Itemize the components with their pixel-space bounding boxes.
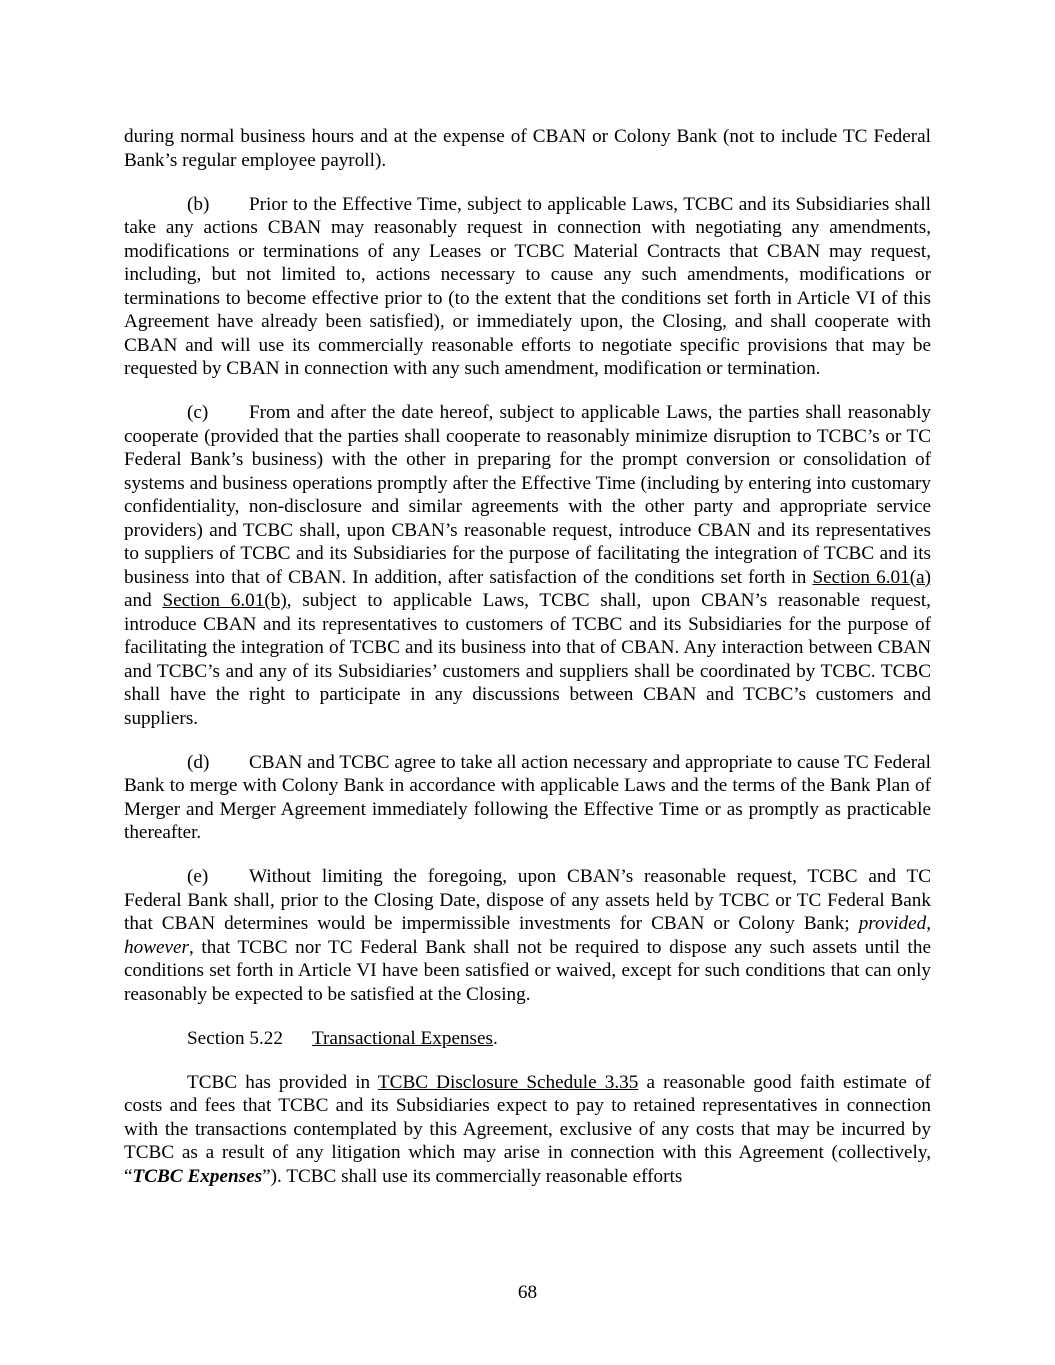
section-6-01b-reference: Section 6.01(b) [162, 590, 287, 611]
paragraph-e [124, 865, 931, 1006]
intro-paragraph [124, 125, 931, 172]
page-number: 68 [517, 1282, 538, 1303]
disclosure-schedule-reference: TCBC Disclosure Schedule 3.35 [377, 1071, 639, 1093]
intro-text: during normal business hours and at the expense of CBAN or Colony Bank (not to include TC Federal Bank’s regular employee payroll). [124, 126, 931, 171]
section-title-period: . [493, 1027, 498, 1049]
paragraph-b [124, 193, 931, 381]
paragraph-e-text-1: Without limiting the foregoing, upon CBAN’s reasonable request, TCBC and TC Federal Bank shall, prior to the Closing Date, dispose of any assets held by TCBC or TC Federal Bank that CBAN determines would be impermissible investments for CBAN or Colony Bank; [124, 866, 931, 934]
paragraph-d-text: CBAN and TCBC agree to take all action necessary and appropriate to cause TC Federal Bank to merge with Colony Bank in accordance with applicable Laws and the terms of the Bank Plan of Merger and Merger Agreement immediately following the Effective Time or as promptly as practicable thereafter. [124, 751, 931, 843]
section-title: Transactional Expenses [312, 1027, 494, 1049]
final-paragraph-text-3: ”). TCBC shall use its commercially reasonable efforts [262, 1165, 683, 1187]
paragraph-e-proviso: provided, however [124, 913, 931, 958]
paragraph-d-label: (d) [187, 751, 210, 773]
paragraph-c-text-2: and [124, 590, 163, 611]
paragraph-b-label: (b) [187, 193, 210, 215]
document-page [124, 125, 931, 1188]
section-number: Section 5.22 [187, 1027, 283, 1049]
paragraph-e-text-2: , that TCBC nor TC Federal Bank shall not be required to dispose any such assets until the conditions set forth in Article VI have been satisfied or waived, except for such conditions that can only reasonably be expected to be satisfied at the Closing. [124, 936, 931, 1005]
final-paragraph [124, 1071, 931, 1189]
paragraph-c-label: (c) [187, 402, 209, 423]
final-paragraph-text-1: TCBC has provided in [187, 1071, 378, 1093]
paragraph-d [124, 751, 931, 845]
section-heading [187, 1027, 931, 1051]
section-6-01a-reference: Section 6.01(a) [812, 566, 931, 588]
defined-term-tcbc-expenses: TCBC Expenses [132, 1165, 263, 1187]
paragraph-c-text-3: , subject to applicable Laws, TCBC shall, upon CBAN’s reasonable request, introduce CBAN and its representatives to customers of TCBC and its Subsidiaries for the purpose of facilitating the integration of TCBC and its business into that of CBAN. Any interaction between CBAN and TCBC’s and any of its Subsidiaries’ customers and suppliers shall be coordinated by TCBC. TCBC shall have the right to participate in any discussions between CBAN and TCBC’s customers and suppliers. [124, 590, 931, 729]
paragraph-c-text-1: From and after the date hereof, subject to applicable Laws, the parties shall reasonably cooperate (provided that the parties shall cooperate to reasonably minimize disruption to TCBC’s or TC Federal Bank’s business) with the other in preparing for the prompt conversion or consolidation of systems and business operations promptly after the Effective Time (including by entering into customary confidentiality, non-disclosure and similar agreements with the other party and appropriate service providers) and TCBC shall, upon CBAN’s reasonable request, introduce CBAN and its representatives to suppliers of TCBC and its Subsidiaries for the purpose of facilitating the integration of TCBC and its business into that of CBAN. In addition, after satisfaction of the conditions set forth in [124, 402, 931, 588]
paragraph-c [124, 401, 931, 730]
final-paragraph-text-2: a reasonable good faith estimate of costs and fees that TCBC and its Subsidiaries expect to pay to retained representatives in connection with the transactions contemplated by this Agreement, exclusive of any costs that may be incurred by TCBC as a result of any litigation which may arise in connection with this Agreement (collectively, “ [124, 1071, 931, 1187]
paragraph-b-text: Prior to the Effective Time, subject to applicable Laws, TCBC and its Subsidiaries shall take any actions CBAN may reasonably request in connection with negotiating any amendments, modifications or terminations of any Leases or TCBC Material Contracts that CBAN may request, including, but not limited to, actions necessary to cause any such amendments, modifications or terminations to become effective prior to (to the extent that the conditions set forth in Article VI of this Agreement have already been satisfied), or immediately upon, the Closing, and shall cooperate with CBAN and will use its commercially reasonable efforts to negotiate specific provisions that may be requested by CBAN in connection with any such amendment, modification or termination. [124, 193, 931, 379]
paragraph-e-label: (e) [187, 866, 209, 887]
